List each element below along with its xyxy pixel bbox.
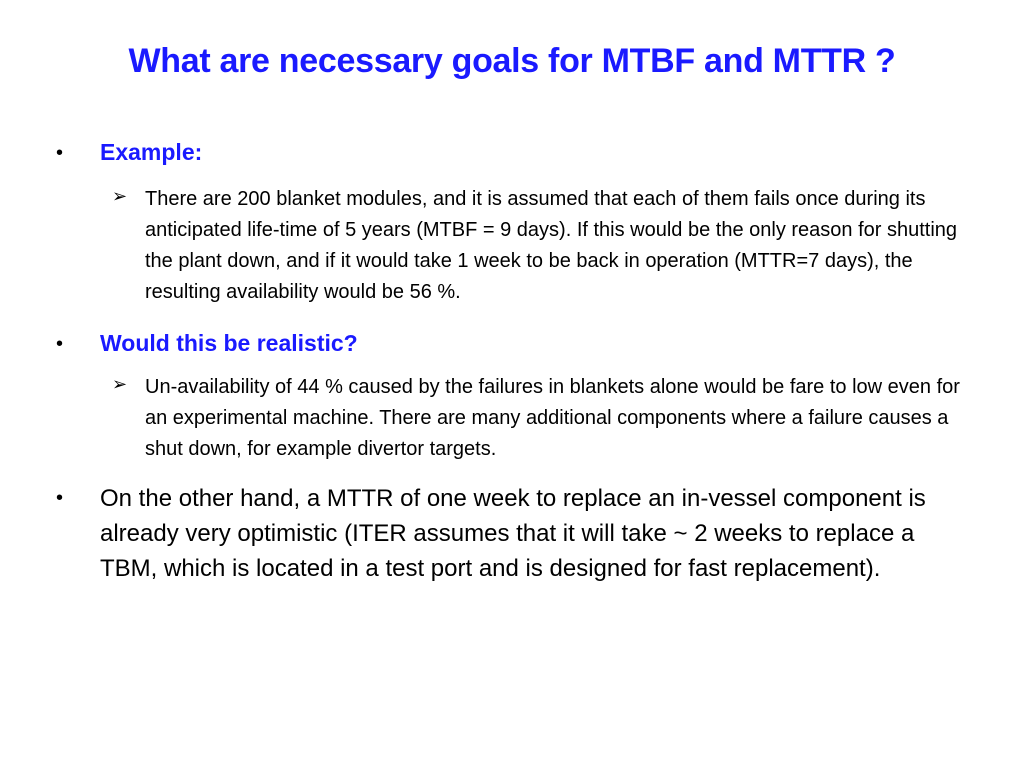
section-heading-example: Example: bbox=[100, 139, 203, 165]
paragraph-other-hand: On the other hand, a MTTR of one week to replace an in-vessel component is already very optimistic (ITER assumes that it will take ~ 2 weeks to replace a TBM, which is located in a test port and is designed for fast replacement). bbox=[100, 485, 926, 582]
bullet-dot-icon: • bbox=[56, 333, 64, 355]
slide-title: What are necessary goals for MTBF and MTTR ? bbox=[128, 42, 896, 80]
bullet-dot-icon: • bbox=[56, 142, 64, 164]
section-heading-realistic: Would this be realistic? bbox=[100, 330, 358, 356]
sub-bullet-text: Un-availability of 44 % caused by the failures in blankets alone would be fare to low even for an experimental machine. There are many additional components where a failure causes a shut down, for example divertor targets. bbox=[145, 376, 960, 460]
arrow-bullet-icon: ➢ bbox=[112, 374, 128, 394]
sub-bullet-text: There are 200 blanket modules, and it is assumed that each of them fails once during its anticipated life-time of 5 years (MTBF = 9 days). If this would be the only reason for shutting the plant down, and if it would take 1 week to be back in operation (MTTR=7 days), the resulting availability would be 56 %. bbox=[145, 188, 958, 303]
arrow-bullet-icon: ➢ bbox=[112, 186, 128, 206]
bullet-dot-icon: • bbox=[56, 487, 64, 509]
